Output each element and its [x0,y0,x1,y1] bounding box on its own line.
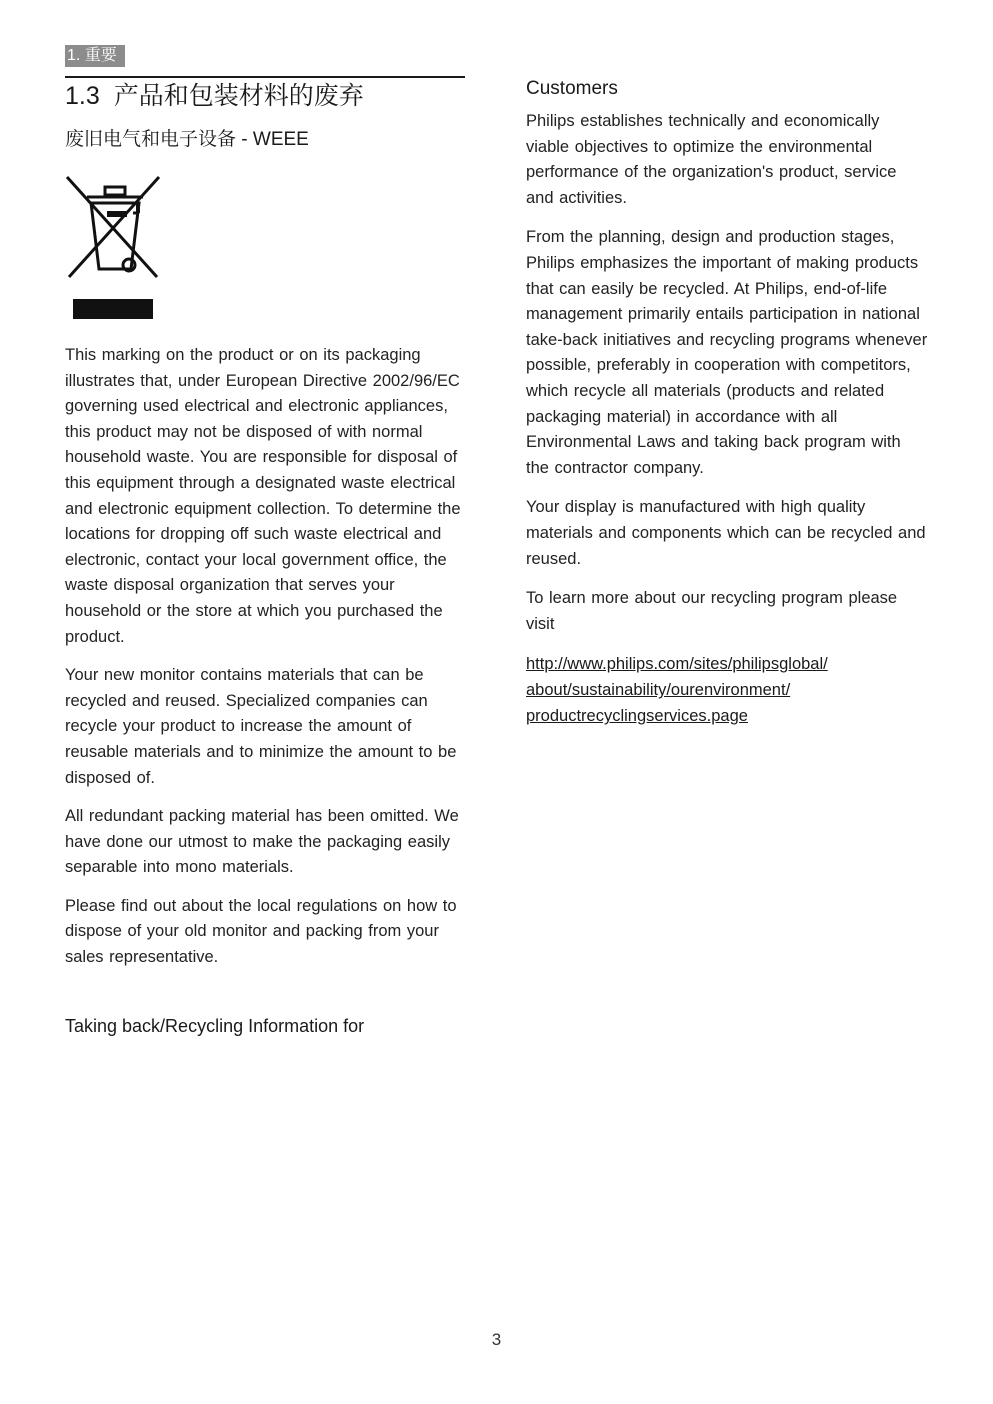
section-number: 1.3 [65,82,100,110]
right-body [526,109,928,729]
paragraph: This marking on the product or on its packaging illustrates that, under European Directive 2002/96/EC governing used electrical and electronic appliances, this product may not be disposed of with normal household waste. You are responsible for disposal of this equipment through a designated waste electrical and electronic equipment collection. To determine the locations for dropping off such waste electrical and electronic, contact your local government office, the waste disposal organization that serves your household or the store at which you purchased the product. [65,346,461,646]
page-number: 3 [491,1330,502,1349]
paragraph: To learn more about our recycling program please visit [526,589,898,633]
section-title [65,76,465,112]
paragraph: Your new monitor contains materials that can be recycled and reused. Specialized companies can recycle your product to increase the amount of reusable materials and to minimize the amount to be disposed of. [65,666,457,787]
paragraph: Your display is manufactured with high quality materials and components which can be recycled and reused. [526,498,926,568]
link-line[interactable]: about/sustainability/ourenvironment/ [526,681,791,700]
paragraph: Please find out about the local regulations on how to dispose of your old monitor and packing from your sales representative. [65,896,457,967]
crossed-out-wheelie-bin-icon [65,173,163,281]
paragraph: All redundant packing material has been omitted. We have done our utmost to make the packaging easily separable into mono materials. [65,807,459,877]
link-line[interactable]: http://www.philips.com/sites/philipsglobal/ [526,655,828,674]
paragraph: Philips establishes technically and economically viable objectives to optimize the environmental performance of the organization's product, service and activities. [526,112,897,207]
recycling-info-heading: Taking back/Recycling Information for [65,1016,365,1036]
chapter-tab: 1. 重要 [65,45,125,67]
paragraph: From the planning, design and production stages, Philips emphasizes the important of making products that can easily be recycled. At Philips, end-of-life management primarily entails participation in national take-back initiatives and recycling programs whenever possible, preferably in cooperation with competitors, which recycle all materials (products and related packaging material) in accordance with all Environmental Laws and taking back program with the contractor company. [526,228,928,477]
recycling-link[interactable] [526,651,928,729]
customers-heading: Customers [526,78,618,99]
weee-subtitle: 废旧电气和电子设备 - WEEE [65,129,309,150]
section-title-text: 产品和包装材料的废弃 [113,82,364,110]
weee-black-bar [73,299,153,319]
left-body [65,343,467,984]
link-line[interactable]: productrecyclingservices.page [526,707,748,726]
